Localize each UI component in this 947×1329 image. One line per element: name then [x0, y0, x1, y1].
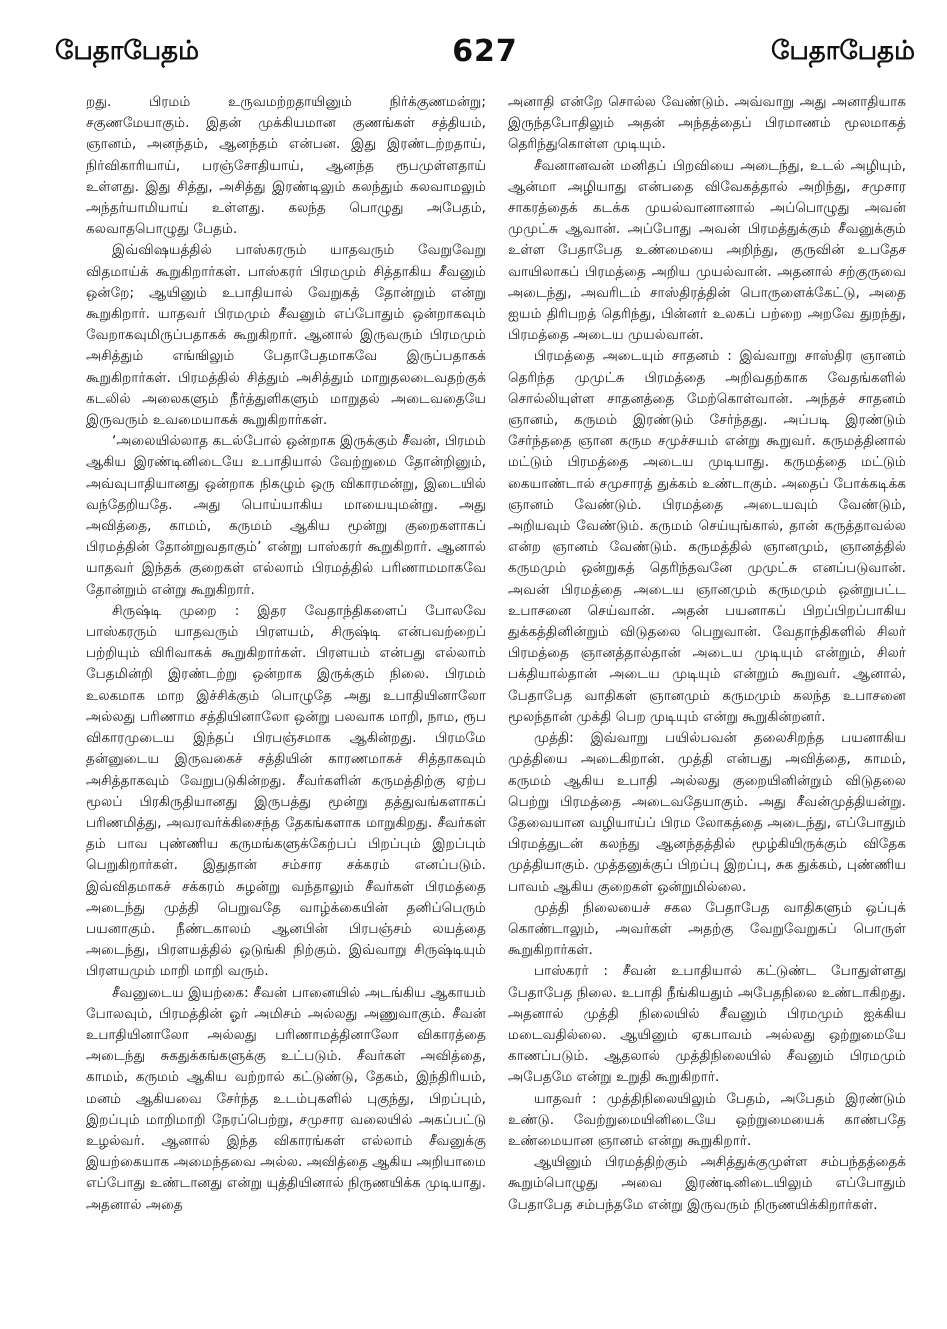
paragraph: முத்தி: இவ்வாறு பயில்பவன் தலைசிறந்த பயனாகிய முத்தியை அடைகிறான். முத்தி என்பது அவித்தை, காமம், கருமம் ஆகிய உபாதி அல்லது குறையினின்றும் விடுதலை பெற்று பிரமத்தை அடைவதேயாகும். அது சீவன்முத்தியன்று. தேவையான வழியாய்ப் பிரம லோகத்தை அடைந்து, எப்போதும் பிரமத்துடன் கலந்து ஆனந்தத்தில் மூழ்கியிருக்கும் விதேக முத்தியாகும். முத்தனுக்குப் பிறப்பு இறப்பு, சுக துக்கம், புண்ணிய பாவம் ஆகிய குறைகள் ஒன்றுமில்லை. — [508, 730, 906, 895]
paragraph: முத்தி நிலையைச் சகல பேதாபேத வாதிகளும் ஒப்புக் கொண்டாலும், அவர்கள் அதற்கு வேறுவேறுகப் பொருள் கூறுகிறார்கள். — [508, 899, 906, 959]
paragraph: பாஸ்கரர் : சீவன் உபாதியால் கட்டுண்ட போதுள்ளது பேதாபேத நிலை. உபாதி நீங்கியதும் அபேதநிலை உண்டாகிறது. அதனால் முத்தி நிலையில் சீவனும் பிரமமும் ஐக்கிய மடைவதில்லை. ஆயினும் ஏகபாவம் அல்லது ஒற்றுமையே காணப்படும். ஆதலால் முத்திநிலையில் சீவனும் பிரமமும் அபேதமே என்று உறுதி கூறுகிறார். — [508, 963, 906, 1086]
page-header — [55, 36, 915, 76]
paragraph: இவ்விஷயத்தில் பாஸ்கரரும் யாதவரும் வேறுவேறு விதமாய்க் கூறுகிறார்கள். பாஸ்கரர் பிரமமும் சித்தாகிய சீவனும் ஒன்றே; ஆயினும் உபாதியால் வேறுகத் தோன்றும் என்று கூறுகிறார். யாதவர் பிரமமும் சீவனும் எப்போதும் ஒன்றாகவும் வேறாகவுமிருப்பதாகக் கூறுகிறார். ஆனால் இருவரும் பிரமமும் அசித்தும் எங்ஙிலும் பேதாபேதமாகவே இருப்பதாகக் கூறுகிறார்கள். பிரமத்தில் சித்தும் அசித்தும் மாறுதலடைவதற்குக் கடலில் அலைகளும் நீர்த்துளிகளும் மாறுதல் அடைவதையே இருவரும் உவமையாகக் கூறுகிறார்கள். — [86, 242, 486, 429]
right-column — [508, 92, 906, 1216]
paragraph: அனாதி என்றே சொல்ல வேண்டும். அவ்வாறு அது அனாதியாக இருந்தபோதிலும் அதன் அந்தத்தைப் பிரமாணம் மூலமாகத் தெரிந்துகொள்ள முடியும். — [508, 94, 906, 153]
left-column — [86, 92, 486, 1216]
paragraph: யாதவர் : முத்திநிலையிலும் பேதம், அபேதம் இரண்டும் உண்டு. வேற்றுமையினிடையே ஒற்றுமையைக் காண்பதே உண்மையான ஞானம் என்று கூறுகிறார். — [508, 1090, 906, 1149]
paragraph: ஆயினும் பிரமத்திற்கும் அசித்துக்குமுள்ள சம்பந்தத்தைக் கூறும்பொழுது அவை இரண்டினிடையிலும் எப்போதும் பேதாபேத சம்பந்தமே என்று இருவரும் நிருணயிக்கிறார்கள். — [508, 1154, 906, 1213]
page-number: 627 — [452, 34, 518, 69]
paragraph: சீவனானவன் மனிதப் பிறவியை அடைந்து, உடல் அழியும், ஆன்மா அழியாது என்பதை விவேகத்தால் அறிந்து, சமுசார சாகரத்தைக் கடக்க முயல்வானானால் அப்பொழுது அவன் முமுட்சு ஆவான். அப்போது அவன் பிரமத்துக்கும் சீவனுக்கும் உள்ள பேதாபேத உண்மையை அறிந்து, குருவின் உபதேச வாயிலாகப் பிரமத்தை அறிய முயல்வான். அதனால் சற்குருவை அடைந்து, அவரிடம் சாஸ்திரத்தின் பொருளைக்கேட்டு, அதை ஐயம் திரிபறத் தெரிந்து, பின்னர் உலகப் பற்றை அறவே துறந்து, பிரமத்தை அடைய முயல்வான். — [508, 157, 906, 344]
paragraph: பிரமத்தை அடையும் சாதனம் : இவ்வாறு சாஸ்திர ஞானம் தெரிந்த முமுட்சு பிரமத்தை அறிவதற்காக வேதங்களில் சொல்லியுள்ள சாதனத்தை மேற்கொள்வான். அந்தச் சாதனம் ஞானம், கருமம் இரண்டும் சேர்ந்தது. அப்படி இரண்டும் சேர்ந்ததை ஞான கரும சமுச்சயம் என்று கூறுவர். கருமத்தினால் மட்டும் பிரமத்தை அடைய முடியாது. கருமத்தை மட்டும் கையாண்டால் சமுசாரத் துக்கம் உண்டாகும். அதைப் போக்கடிக்க ஞானம் வேண்டும். பிரமத்தை அடையவும் வேண்டும், அறியவும் வேண்டும். கருமம் செய்யுங்கால், தான் கருத்தாவல்ல என்ற ஞானம் வேண்டும். கருமத்தில் ஞானமும், ஞானத்தில் கருமமும் ஒன்றுகத் தெரிந்தவனே முமுட்சு எனப்படுவான். அவன் பிரமத்தை அடைய ஞானமும் கருமமும் ஒன்றுபட்ட உபாசனை செய்வான். அதன் பயனாகப் பிறப்பிறப்பாகிய துக்கத்தினின்றும் விடுதலை பெறுவான். வேதாந்திகளில் சிலர் பிரமத்தை ஞானத்தால்தான் அடைய முடியும் என்றும், சிலர் பக்தியால்தான் அடைய முடியும் என்றும் கூறுவர். ஆனால், பேதாபேத வாதிகள் ஞானமும் கருமமும் கலந்த உபாசனை மூலந்தான் முக்தி பெற முடியும் என்று கூறுகின்றனர். — [508, 348, 906, 725]
paragraph: றது. பிரமம் உருவமற்றதாயினும் நிர்க்குணமன்று; சகுணமேயாகும். இதன் முக்கியமான குணங்கள் சத்தியம், ஞானம், அனந்தம், ஆனந்தம் என்பன. இது இரண்டற்றதாய், நிர்விகாரியாய், பரஞ்சோதியாய், ஆனந்த ரூபமுள்ளதாய் உள்ளது. இது சித்து, அசித்து இரண்டிலும் கலந்தும் கலவாமலும் அந்தர்யாமியாய் உள்ளது. கலந்த பொழுது அபேதம், கலவாதபொழுது பேதம். — [86, 94, 486, 238]
paragraph: ‘அலையில்லாத கடல்போல் ஒன்றாக இருக்கும் சீவன், பிரமம் ஆகிய இரண்டினிடையே உபாதியால் வேற்றுமை தோன்றினும், அவ்வுபாதியானது ஒன்றாக நிகழும் ஒரு விகாரமன்று, இடையில் வந்தேறியதே. அது பொய்யாகிய மாயையுமன்று. அது அவித்தை, காமம், கருமம் ஆகிய மூன்று குறைகளாகப் பிரமத்தின் தோன்றுவதாகும்’ என்று பாஸ்கரர் கூறுகிறார். ஆனால் யாதவர் இந்தக் குறைகள் எல்லாம் பிரமத்தில் பரிணாமமாகவே தோன்றும் என்று கூறுகிறார். — [86, 433, 486, 598]
running-head-left: பேதாபேதம் — [55, 36, 199, 66]
paragraph: சிருஷ்டி முறை : இதர வேதாந்திகளைப் போலவே பாஸ்கரரும் யாதவரும் பிரளயம், சிருஷ்டி என்பவற்றைப் பற்றியும் விரிவாகக் கூறுகிறார்கள். பிரளயம் என்பது எல்லாம் பேதமின்றி இரண்டற்று ஒன்றாக இருக்கும் நிலை. பிரமம் உலகமாக மாற இச்சிக்கும் பொழுதே அது உபாதியினாலோ அல்லது பரிணாம சத்தியினாலோ ஒன்று பலவாக மாறி, நாம, ரூப விகாரமுடைய இந்தப் பிரபஞ்சமாக ஆகின்றது. பிரமமே தன்னுடைய இருவகைச் சத்தியின் காரணமாகச் சித்தாகவும் அசித்தாகவும் வேறுபடுகின்றது. சீவர்களின் கருமத்திற்கு ஏற்ப மூலப் பிரகிருதியானது இருபத்து மூன்று தத்துவங்களாகப் பரிணமித்து, அவரவர்க்கிசைந்த தேகங்களாக மாறுகிறது. சீவர்கள் தம் பாவ புண்ணிய கருமங்களுக்கேற்பப் பிறப்பும் இறப்பும் பெறுகிறார்கள். இதுதான் சம்சார சக்கரம் எனப்படும். இவ்விதமாகச் சக்கரம் சுழன்று வந்தாலும் சீவர்கள் பிரமத்தை அடைந்து முத்தி பெறுவதே வாழ்க்கையின் தனிப்பெரும் பயனாகும். நீண்டகாலம் ஆனபின் பிரபஞ்சம் லயத்தை அடைந்து, பிரளயத்தில் ஒடுங்கி நிற்கும். இவ்வாறு சிருஷ்டியும் பிரளயமும் மாறி மாறி வரும். — [86, 602, 486, 980]
running-head-right: பேதாபேதம் — [771, 36, 915, 66]
paragraph: சீவனுடைய இயற்கை: சீவன் பானையில் அடங்கிய ஆகாயம் போலவும், பிரமத்தின் ஓர் அமிசம் அல்லது அணுவாகும். சீவன் உபாதியினாலோ அல்லது பரிணாமத்தினாலோ விகாரத்தை அடைந்து சுகதுக்கங்களுக்கு உட்படும். சீவர்கள் அவித்தை, காமம், கருமம் ஆகிய வற்றால் கட்டுண்டு, தேகம், இந்திரியம், மனம் ஆகியவை சேர்ந்த உடம்புகளில் புகுந்து, பிறப்பும், இறப்பும் மாறிமாறி நேரப்பெற்று, சமுசார வலையில் அகப்பட்டு உழல்வர். ஆனால் இந்த விகாரங்கள் எல்லாம் சீவனுக்கு இயற்கையாக அமைந்தவை அல்ல. அவித்தை ஆகிய அறியாமை எப்போது உண்டானது என்று யுத்தியினால் நிருணயிக்க முடியாது. அதனால் அதை — [86, 984, 486, 1213]
